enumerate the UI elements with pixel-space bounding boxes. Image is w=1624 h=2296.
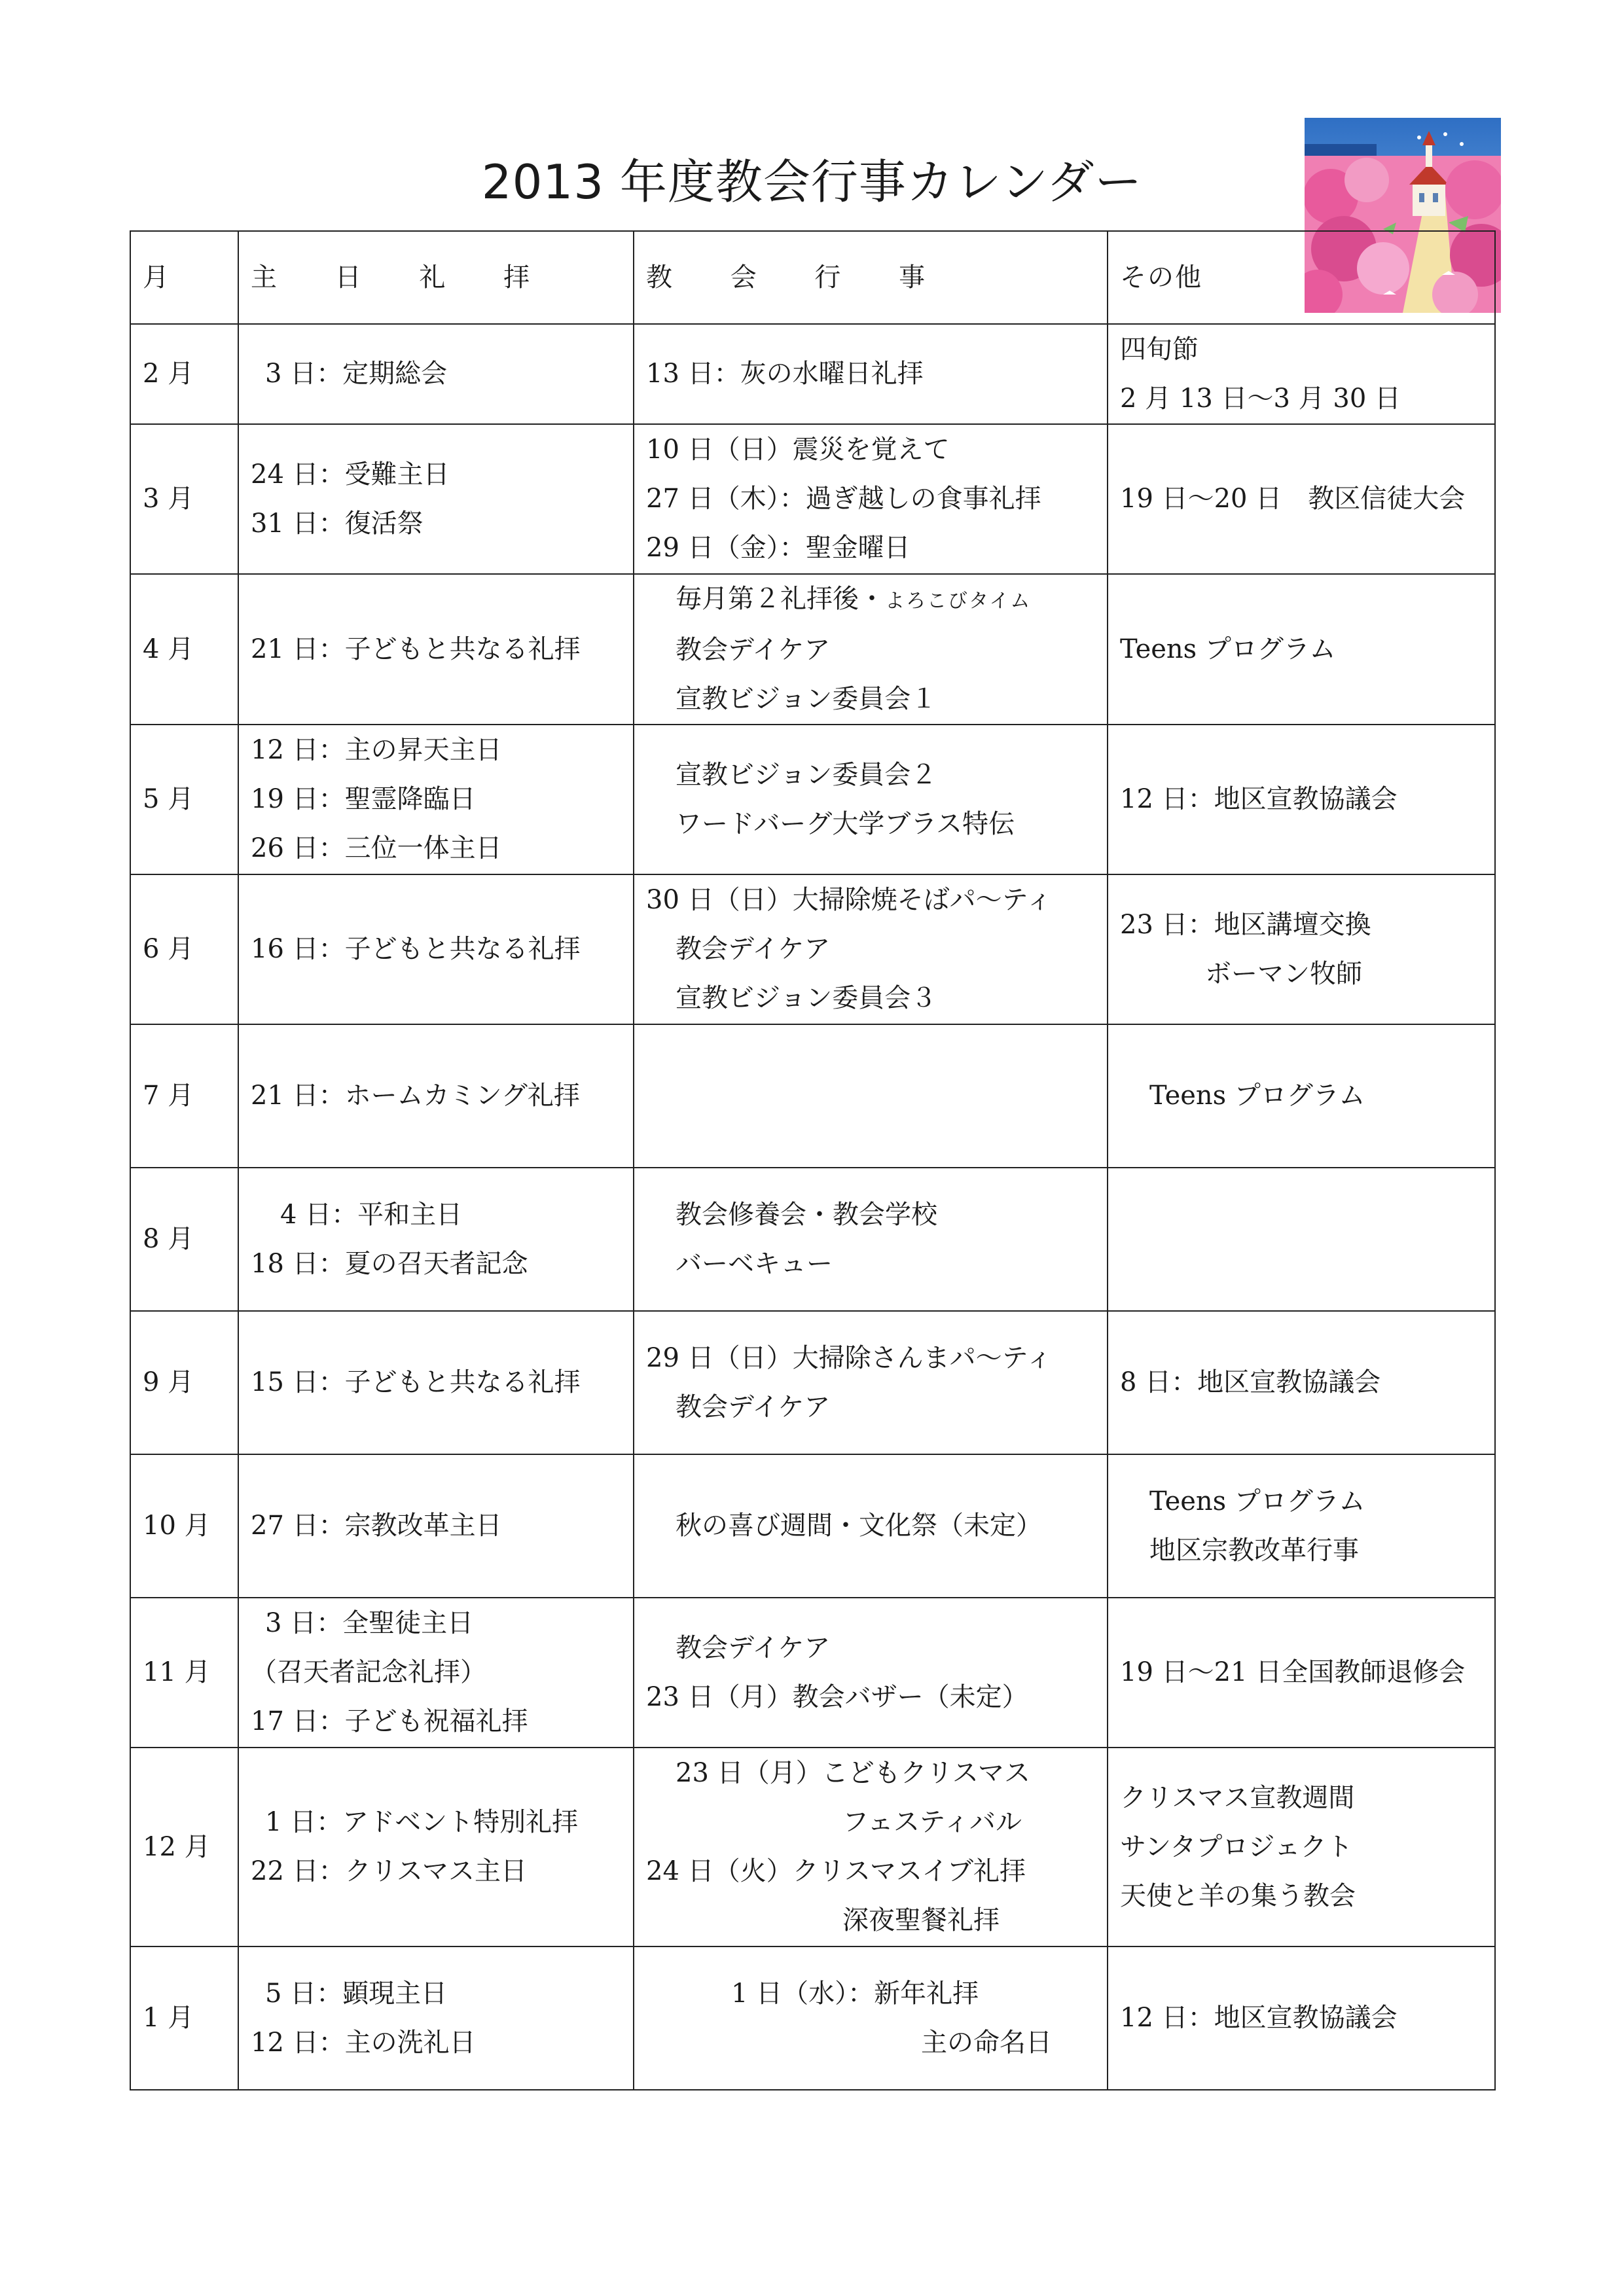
worship-cell (238, 574, 634, 725)
month-cell: 2 月 (130, 324, 238, 424)
other-line: ボーマン牧師 (1205, 958, 1362, 989)
event-line: 29 日（日）大掃除さんまパ～ティ (646, 1342, 1053, 1373)
events-cell (634, 1598, 1108, 1748)
event-line: 教会デイケア (676, 934, 831, 964)
month-cell: 3 月 (130, 424, 238, 574)
event-line: 教会デイケア (676, 1391, 831, 1422)
event-line: 主の命名日 (921, 2027, 1052, 2058)
worship-cell (238, 1311, 634, 1454)
event-line: 29 日（金）：聖金曜日 (646, 533, 911, 563)
other-cell (1108, 1024, 1495, 1168)
other-cell (1108, 1748, 1495, 1946)
other-line: Teens プログラム (1120, 634, 1336, 664)
event-line: 教会デイケア (676, 635, 831, 665)
event-line: 10 日（日）震災を覚えて (646, 435, 950, 465)
month-cell: 7 月 (130, 1024, 238, 1168)
event-line: 30 日（日）大掃除焼そばパ～ティ (646, 885, 1053, 915)
other-cell (1108, 324, 1495, 424)
worship-line: 5 日：顕現主日 (265, 1978, 448, 2009)
other-cell (1108, 1946, 1495, 2090)
header-row (130, 231, 1495, 324)
worship-line: 21 日：ホームカミング礼拝 (251, 1081, 580, 1111)
other-cell (1108, 424, 1495, 574)
header-month: 月 (130, 231, 238, 324)
month-cell: 12 月 (130, 1748, 238, 1946)
other-cell (1108, 874, 1495, 1024)
worship-cell (238, 1946, 634, 2090)
worship-cell (238, 1598, 634, 1748)
event-line: 宣教ビジョン委員会１ (676, 684, 937, 714)
month-cell: 6 月 (130, 874, 238, 1024)
event-line: 23 日（月）教会バザー（未定） (646, 1681, 1028, 1712)
other-cell (1108, 1311, 1495, 1454)
worship-line: 12 日：主の洗礼日 (251, 2027, 476, 2058)
other-cell (1108, 574, 1495, 725)
worship-cell (238, 424, 634, 574)
worship-line: 18 日：夏の召天者記念 (251, 1248, 528, 1279)
worship-line: 24 日：受難主日 (251, 459, 450, 490)
worship-cell (238, 1024, 634, 1168)
worship-line: 17 日：子ども祝福礼拝 (251, 1706, 528, 1736)
other-line: サンタプロジェクト (1120, 1831, 1353, 1862)
other-line: Teens プログラム (1149, 1486, 1365, 1516)
event-line: 教会修養会・教会学校 (676, 1199, 937, 1230)
table-row (130, 1598, 1495, 1748)
other-line: 23 日：地区講壇交換 (1120, 909, 1371, 940)
worship-cell (238, 1454, 634, 1598)
header-worship: 主 日 礼 拝 (238, 231, 634, 324)
table-row (130, 1454, 1495, 1598)
table-row (130, 1168, 1495, 1311)
month-cell: 10 月 (130, 1454, 238, 1598)
month-cell: 1 月 (130, 1946, 238, 2090)
event-line: フェスティバル (842, 1807, 1022, 1837)
events-cell (634, 1748, 1108, 1946)
calendar-table (130, 230, 1496, 2090)
other-line: 天使と羊の集う教会 (1120, 1880, 1356, 1911)
table-row (130, 1024, 1495, 1168)
events-cell (634, 874, 1108, 1024)
table-row (130, 1946, 1495, 2090)
worship-line: 12 日：主の昇天主日 (251, 735, 502, 765)
worship-cell (238, 324, 634, 424)
other-line: Teens プログラム (1149, 1081, 1365, 1111)
worship-line: 16 日：子どもと共なる礼拝 (251, 934, 581, 964)
worship-line: 3 日：全聖徒主日 (265, 1608, 474, 1638)
worship-cell (238, 725, 634, 874)
event-line: 宣教ビジョン委員会３ (676, 983, 937, 1013)
event-line: 宣教ビジョン委員会２ (676, 759, 937, 790)
table-row (130, 1311, 1495, 1454)
other-line: 19 日～20 日 教区信徒大会 (1120, 484, 1466, 514)
month-cell: 4 月 (130, 574, 238, 725)
event-line: 教会デイケア (676, 1632, 831, 1663)
worship-cell (238, 1748, 634, 1946)
events-cell (634, 1946, 1108, 2090)
worship-line: 31 日：復活祭 (251, 508, 424, 539)
events-cell (634, 424, 1108, 574)
worship-line: 4 日：平和主日 (280, 1199, 463, 1230)
events-cell (634, 1168, 1108, 1311)
table-row (130, 424, 1495, 574)
other-line: 地区宗教改革行事 (1149, 1535, 1359, 1566)
worship-line: （召天者記念礼拝） (251, 1657, 486, 1687)
event-line: 13 日：灰の水曜日礼拝 (646, 359, 924, 389)
worship-line: 21 日：子どもと共なる礼拝 (251, 634, 581, 664)
other-line: 8 日：地区宣教協議会 (1120, 1367, 1381, 1397)
other-cell (1108, 1168, 1495, 1311)
events-cell (634, 1454, 1108, 1598)
event-line: 深夜聖餐礼拝 (842, 1905, 1000, 1935)
event-line: 毎月第２礼拝後・よろこびタイム (676, 584, 1032, 614)
header-events: 教 会 行 事 (634, 231, 1108, 324)
other-line: 12 日：地区宣教協議会 (1120, 784, 1398, 814)
worship-line: 15 日：子どもと共なる礼拝 (251, 1367, 581, 1397)
other-line: 19 日～21 日全国教師退修会 (1120, 1657, 1466, 1687)
worship-cell (238, 1168, 634, 1311)
event-line: 23 日（月）こどもクリスマス (676, 1758, 1031, 1788)
events-cell (634, 1311, 1108, 1454)
other-line: 12 日：地区宣教協議会 (1120, 2003, 1398, 2033)
worship-line: 22 日：クリスマス主日 (251, 1856, 528, 1886)
month-cell: 5 月 (130, 725, 238, 874)
events-cell (634, 574, 1108, 725)
events-cell (634, 1024, 1108, 1168)
worship-line: 26 日：三位一体主日 (251, 833, 502, 863)
table-row (130, 574, 1495, 725)
worship-line: 3 日：定期総会 (265, 359, 448, 389)
table-row (130, 725, 1495, 874)
table-row (130, 324, 1495, 424)
page-title: 2013 年度教会行事カレンダー (481, 154, 1143, 209)
worship-cell (238, 874, 634, 1024)
other-cell (1108, 725, 1495, 874)
events-cell (634, 725, 1108, 874)
event-line: 秋の喜び週間・文化祭（未定） (676, 1511, 1042, 1541)
other-line: クリスマス宣教週間 (1120, 1782, 1355, 1813)
event-line: バーベキュー (676, 1248, 833, 1279)
event-line: 24 日（火）クリスマスイブ礼拝 (646, 1856, 1026, 1886)
other-line: 2 月 13 日～3 月 30 日 (1120, 383, 1401, 414)
worship-line: 19 日：聖霊降臨日 (251, 784, 476, 814)
table-row (130, 1748, 1495, 1946)
other-cell (1108, 1598, 1495, 1748)
worship-line: 1 日：アドベント特別礼拝 (265, 1807, 579, 1837)
month-cell: 11 月 (130, 1598, 238, 1748)
other-line: 四旬節 (1120, 334, 1199, 365)
month-cell: 8 月 (130, 1168, 238, 1311)
worship-line: 27 日：宗教改革主日 (251, 1511, 502, 1541)
events-cell (634, 324, 1108, 424)
header-other: その他 (1108, 231, 1495, 324)
table-row (130, 874, 1495, 1024)
month-cell: 9 月 (130, 1311, 238, 1454)
event-line: 27 日（木）：過ぎ越しの食事礼拝 (646, 484, 1041, 514)
other-cell (1108, 1454, 1495, 1598)
event-line: 1 日（水）：新年礼拝 (731, 1978, 979, 2009)
event-line: ワードバーグ大学ブラス特伝 (676, 808, 1015, 839)
